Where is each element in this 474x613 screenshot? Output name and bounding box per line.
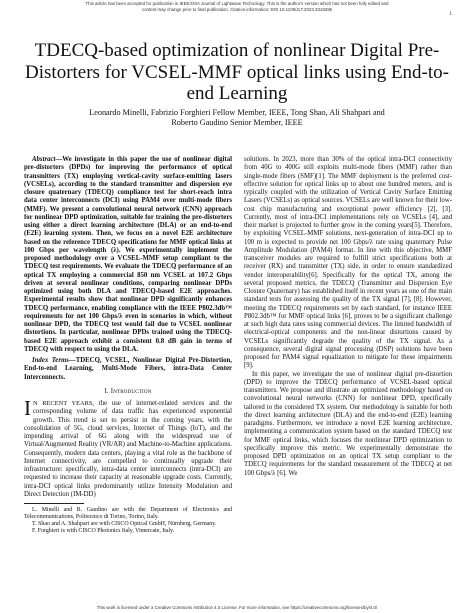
abstract: Abstract—We investigate in this paper the use of nonlinear digital pre-distorters (DPDs) for improving the performance of optical transmitters (TX) employing vertical-cavity surface-emitting lasers (VCSELs), according to the standard transmitter and dispersion eye closure quaternary (TDECQ) compliance test for short-reach intra data center interconnects (DCI) using PAM4 over multi-mode fibers (MMF). We present a convolutional neural network (CNN) approach for nonlinear DPD optimization, suitable for training the pre-distorters using either a direct learning architecture (DLA) or an end-to-end (E2E) learning system. Then, we focus on a novel E2E architecture based on the reference TDECQ specifications for MMF optical links at 100 Gbps per wavelength (λ). We experimentally implement the proposed methodology over a VCSEL-MMF setup compliant to the TDECQ test requirements. We evaluate the TDECQ performance of an optical TX employing a commercial 850 nm VCSEL at 107.2 Gbps driven at several nonlinear conditions, comparing nonlinear DPDs optimized using both DLA and TDECQ-based E2E approaches. Experimental results show that nonlinear DPD significantly enhances TDECQ performance, enabling compliance with the IEEE P802.3db™ requirements for net 100 Gbps/λ even in scenarios in which, without nonlinear DPD, the TDECQ test would fail due to VCSEL nonlinear distortions. In particular, nonlinear DPDs trained using the TDECQ-based E2E approach exhibit a consistent 0.8 dB gain in terms of TDECQ with respect to using the DLA. (24, 156, 232, 353)
author-line-1: Leonardo Minelli, Fabrizio Forghieri Fellow Member, IEEE, Tong Shao, Ali Shahpari and (89, 108, 385, 117)
intro-body-text: the use of internet-related services and the corresponding volume of data traffic has experienced exponential growth. This trend is set to persist in the coming years, with the consolidation of 5G, cloud services, Internet of Things (IoT), and the impending arrival of 6G along with the widespread use of Virtual/Augmented Reality (VR/AR) and Machine-to-Machine applications. Consequently, modern data centers, playing a vital role as the backbone of Internet connectivity, are compelled to continually upgrade their infrastructure: specifically, intra-data center interconnects (intra-DCI) are requested to increase their capacity at reasonable upgrade costs. Currently, intra-DCI optical links predominantly utilize Intensity Modulation and Direct Detection (IM-DD) (24, 400, 232, 498)
footnote-affiliation-2: T. Shao and A. Shahpari are with CISCO Optical GmbH, Nürnberg, Germany. (32, 521, 217, 528)
abstract-text: We investigate in this paper the use of nonlinear digital pre-distorters (DPDs) for improving the performance of optical transmitters (TX) employing vertical-cavity surface-emitting lasers (VCSELs), according to the standard transmitter and dispersion eye closure quaternary (TDECQ) compliance test for short-reach intra data center interconnects (DCI) using PAM4 over multi-mode fibers (MMF). We present a convolutional neural network (CNN) approach for nonlinear DPD optimization, suitable for training the pre-distorters using either a direct learning architecture (DLA) or an end-to-end (E2E) learning system. Then, we focus on a novel E2E architecture based on the reference TDECQ specifications for MMF optical links at 100 Gbps per wavelength (λ). We experimentally implement the proposed methodology over a VCSEL-MMF setup compliant to the TDECQ test requirements. We evaluate the TDECQ performance of an optical TX employing a commercial 850 nm VCSEL at 107.2 Gbps driven at several nonlinear conditions, comparing nonlinear DPDs optimized using both DLA and TDECQ-based E2E approaches. Experimental results show that nonlinear DPD significantly enhances TDECQ performance, enabling compliance with the IEEE P802.3db™ requirements for net 100 Gbps/λ even in scenarios in which, without nonlinear DPD, the TDECQ test would fail due to VCSEL nonlinear distortions. In particular, nonlinear DPDs trained using the TDECQ-based E2E approach exhibit a consistent 0.8 dB gain in terms of TDECQ with respect to using the DLA. (24, 156, 232, 353)
footnote-affiliation-3: F. Forghieri is with CISCO Photonics Italy, Vimercate, Italy. (32, 528, 175, 535)
right-paragraph-1: solutions. In 2023, more than 30% of the optical intra-DCI connectivity from 40G to 400G still exploits multi-mode fibers (MMF) rather than single-mode fibers (SMF)[1]. The MMF deployment is the preferred cost-effective solution for optical links up to about one hundred meters, and is typically coupled with the utilization of Vertical Cavity Surface Emitting Lasers (VCSELs) as optical sources. VCSELs are well known for their low-cost chip manufacturing and exceptional power efficiency [2], [3]. Currently, most of intra-DCI implementations rely on VCSELs [4], and their market is projected to further grow in the coming years[5]. Therefore, by exploiting VCSEL-MMF solutions, next-generation of intra-DCI up to 100 m is expected to provide net 100 Gbps/λ rate using quaternary Pulse Amplitude Modulation (PAM4) format. In line with this objective, MMF transceiver modules are required to fulfill strict specifications both at receiver (RX) and transmitter (TX) side, in order to ensure standardized vendor interoperability[6]. Specifically for the optical TX, among the several proposed metrics, the TDECQ (Transmitter and Dispersion Eye Closure Quaternary) has established itself in recent years as one of the main standard tests for assessing the quality of the TX signal [7], [8]. However, meeting the TDECQ requirements set by each standard, for instance IEEE P802.3db™ for MMF optical links [6], proves to be a significant challenge at such high data rates using commercial devices. The limited bandwidth of electrical-optical components and the non-linear distortions caused by VCSELs significantly degrade the quality of the TX signal. As a consequence, several digital signal processing (DSP) solutions have been proposed for PAM4 signal equalization to mitigate for these impairments [9]. (244, 156, 452, 370)
right-column (244, 156, 452, 478)
left-column (24, 156, 232, 535)
footnote-divider (24, 503, 84, 504)
drop-cap: I (24, 396, 31, 420)
license-footer: This work is licensed under a Creative Commons Attribution 4.0 License. For more information, see https://creativecommons.org/licenses/by/4.0/ (96, 605, 378, 610)
index-terms-label: Index Terms (32, 357, 69, 364)
index-terms-text: TDECQ, VCSEL, Nonlinear Digital Pre-Distortion, End-to-end Learning, Multi-Mode Fibers, intra-Data Center Interconnects. (24, 357, 232, 381)
publication-notice-line-2: content may change prior to final publication. Citation information: DOI 10.1109/JLT.2023.3318295 (141, 6, 333, 12)
author-list (40, 108, 434, 128)
paper-title: TDECQ-based optimization of nonlinear Digital Pre-Distorters for VCSEL-MMF optical links using End-to-end Learning (25, 40, 449, 104)
right-paragraph-2: In this paper, we investigate the use of nonlinear digital pre-distortion (DPD) to improve the TDECQ performance of VCSEL-based optical transmitters. We propose and illustrate an optimized methodology based on convolutional neural networks (CNN) for nonlinear DPD, specifically tailored to the considered TX system. Our methodology is suitable for both the direct learning architecture (DLA) and the end-to-end (E2E) learning paradigms. Furthermore, we introduce a novel E2E learning architecture, implementing a communication system based on the standard TDECQ test for MMF optical links, which focuses the nonlinear DPD optimization to specifically improve this metric. We experimentally demonstrate the proposed DPD optimization on an optical TX setup compliant to the TDECQ requirements for the standard measurement of the TDECQ at net 100 Gbps/λ [6]. We (244, 370, 452, 477)
intro-paragraph (24, 396, 232, 499)
publication-notice-line-1: This article has been accepted for publication in IEEE/OSA Journal of Lightwave Technology. This is the author's version which has not been fully edited and (85, 1, 389, 6)
footnote-affiliation-1: L. Minelli and R. Gaudino are with the Department of Electronics and Telecommunications, Politecnico di Torino, Torino, Italy. (24, 507, 232, 521)
page-number: 1 (449, 12, 452, 17)
publication-notice (0, 1, 474, 12)
intro-lead-text: N RECENT YEARS, (33, 400, 95, 407)
index-terms: Index Terms—TDECQ, VCSEL, Nonlinear Digital Pre-Distortion, End-to-end Learning, Multi-Mode Fibers, intra-Data Center Interconnects. (24, 357, 232, 381)
abstract-label: Abstract (32, 156, 56, 163)
author-line-2: Roberto Gaudino Senior Member, IEEE (171, 118, 303, 127)
section-heading-introduction: I. Introduction (104, 387, 152, 395)
